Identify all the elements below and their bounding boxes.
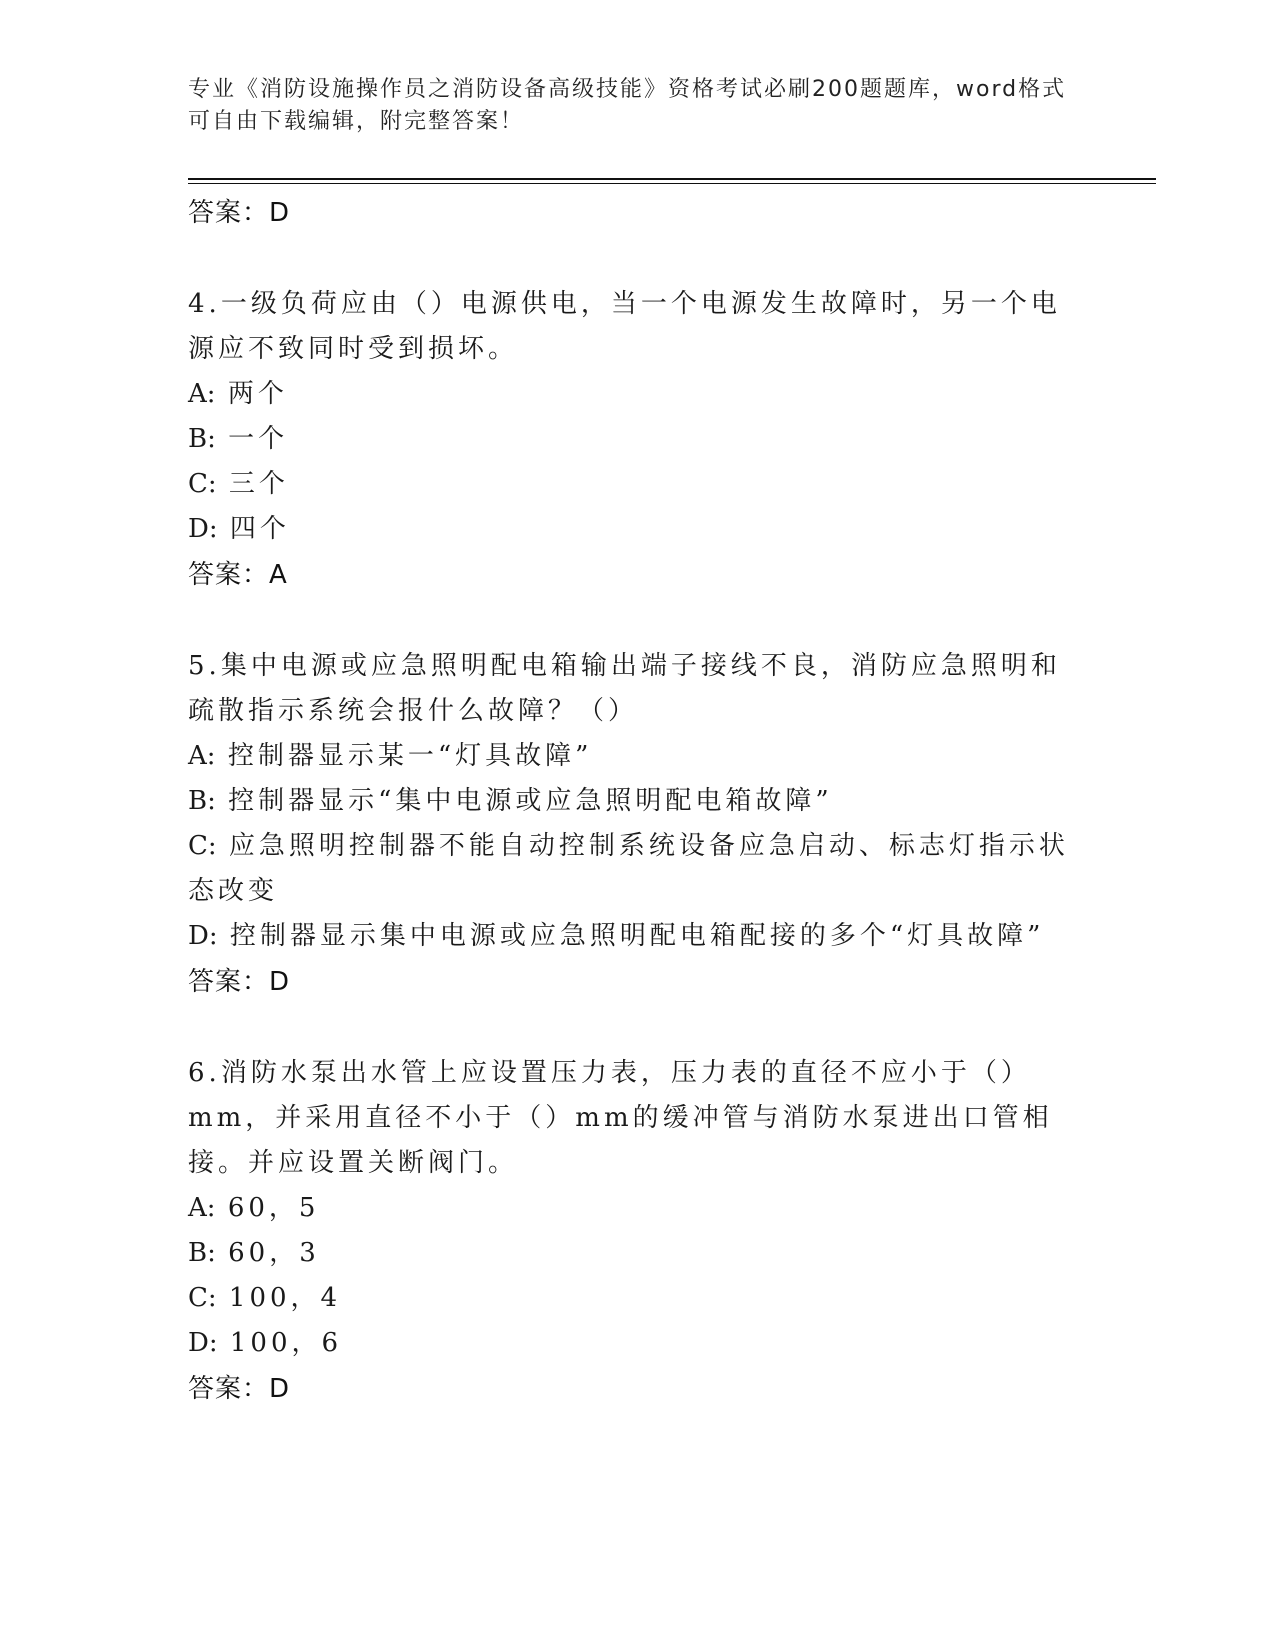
answer-value: D <box>269 967 291 997</box>
option-text: 控制器显示“集中电源或应急照明配电箱故障” <box>228 786 833 816</box>
option-text: 控制器显示集中电源或应急照明配电箱配接的多个“灯具故障” <box>229 921 1045 951</box>
question-list <box>188 190 1088 1412</box>
question-text: 一级负荷应由（）电源供电，当一个电源发生故障时，另一个电源应不致同时受到损坏。 <box>188 289 1061 364</box>
answer-value: D <box>269 1374 291 1404</box>
option-text: 一个 <box>228 424 289 454</box>
option-text: 60，5 <box>227 1193 320 1223</box>
option-a <box>188 734 1088 779</box>
option-text: 60，3 <box>228 1238 320 1268</box>
option-b <box>188 417 1088 462</box>
option-key: D: <box>188 921 218 951</box>
option-a <box>188 1186 1088 1231</box>
option-a <box>188 372 1088 417</box>
question-stem <box>188 282 1088 372</box>
option-text: 100，6 <box>229 1328 343 1358</box>
question-text: 消防水泵出水管上应设置压力表，压力表的直径不应小于（）mm，并采用直径不小于（）mm的缓冲管与消防水泵进出口管相接。并应设置关断阀门。 <box>188 1058 1053 1178</box>
option-key: B: <box>188 1238 216 1268</box>
option-key: D: <box>188 514 218 544</box>
option-d <box>188 1321 1088 1366</box>
option-text: 两个 <box>227 379 288 409</box>
answer-label: 答案： <box>188 967 270 997</box>
option-text: 应急照明控制器不能自动控制系统设备应急启动、标志灯指示状态改变 <box>188 831 1069 906</box>
option-text: 100，4 <box>228 1283 342 1313</box>
option-text: 四个 <box>229 514 290 544</box>
option-key: C: <box>188 831 217 861</box>
question-number: 4. <box>188 289 221 319</box>
option-b <box>188 1231 1088 1276</box>
option-key: C: <box>188 1283 217 1313</box>
option-key: D: <box>188 1328 218 1358</box>
document-header: 专业《消防设施操作员之消防设备高级技能》资格考试必刷200题题库，word格式可自由下载编辑，附完整答案！ <box>188 77 1067 134</box>
answer-value: D <box>269 198 291 228</box>
option-text: 控制器显示某一“灯具故障” <box>227 741 593 771</box>
option-key: A: <box>188 1193 216 1223</box>
option-c <box>188 462 1088 507</box>
question-6 <box>188 1051 1088 1412</box>
option-b <box>188 779 1088 824</box>
answer-label: 答案： <box>188 198 270 228</box>
question-4 <box>188 282 1088 598</box>
header-divider-thin <box>188 183 1156 184</box>
question-5 <box>188 644 1088 1005</box>
question-number: 5. <box>188 651 221 681</box>
answer-label: 答案： <box>188 560 270 590</box>
option-d <box>188 507 1088 552</box>
option-key: C: <box>188 469 217 499</box>
option-c <box>188 824 1088 914</box>
option-c <box>188 1276 1088 1321</box>
question-text: 集中电源或应急照明配电箱输出端子接线不良，消防应急照明和疏散指示系统会报什么故障？（） <box>188 651 1061 726</box>
question-answer <box>188 1366 1088 1412</box>
option-d <box>188 914 1088 959</box>
option-text: 三个 <box>228 469 289 499</box>
answer-label: 答案： <box>188 1374 270 1404</box>
question-stem <box>188 644 1088 734</box>
previous-answer <box>188 190 1088 236</box>
option-key: B: <box>188 786 216 816</box>
question-number: 6. <box>188 1058 221 1088</box>
header-divider-thick <box>188 178 1156 180</box>
option-key: B: <box>188 424 216 454</box>
option-key: A: <box>188 379 216 409</box>
question-answer <box>188 959 1088 1005</box>
option-key: A: <box>188 741 216 771</box>
question-stem <box>188 1051 1088 1186</box>
answer-value: A <box>269 560 288 590</box>
question-answer <box>188 552 1088 598</box>
